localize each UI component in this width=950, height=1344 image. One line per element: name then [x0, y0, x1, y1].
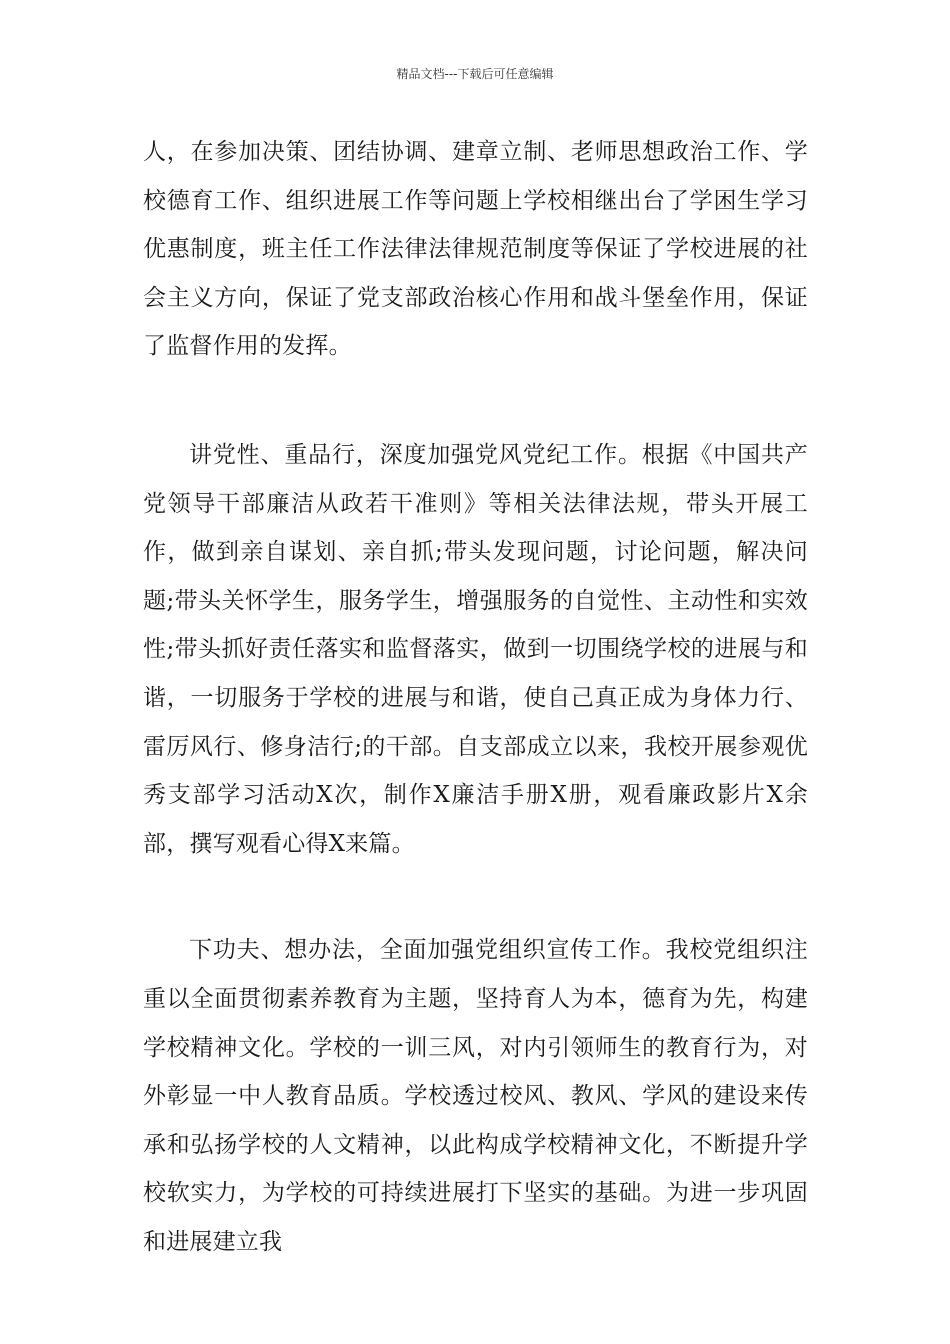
paragraph-3: 下功夫、想办法，全面加强党组织宣传工作。我校党组织注重以全面贯彻素养教育为主题，坚持育人为本，德育为先，构建学校精神文化。学校的一训三风，对内引领师生的教育行为，对外彰显一中人教育品质。学校透过校风、教风、学风的建设来传承和弘扬学校的人文精神，以此构成学校精神文化，不断提升学校软实力，为学校的可持续进展打下坚实的基础。为进一步巩固和进展建立我 [143, 937, 808, 1255]
paragraph-gap [143, 868, 808, 926]
paragraph-2: 讲党性、重品行，深度加强党风党纪工作。根据《中国共产党领导干部廉洁从政若干准则》等相关法律法规，带头开展工作，做到亲自谋划、亲自抓;带头发现问题，讨论问题，解决问题;带头关怀学生，服务学生，增强服务的自觉性、主动性和实效性;带头抓好责任落实和监督落实，做到一切围绕学校的进展与和谐，一切服务于学校的进展与和谐，使自己真正成为身体力行、雷厉风行、修身洁行;的干部。自支部成立以来，我校开展参观优秀支部学习活动X次，制作X廉洁手册X册，观看廉政影片X余部，撰写观看心得X来篇。 [143, 441, 808, 857]
document-body [143, 128, 808, 1266]
paragraph-1: 人，在参加决策、团结协调、建章立制、老师思想政治工作、学校德育工作、组织进展工作等问题上学校相继出台了学困生学习优惠制度，班主任工作法律法律规范制度等保证了学校进展的社会主义方向，保证了党支部政治核心作用和战斗堡垒作用，保证了监督作用的发挥。 [143, 139, 808, 360]
paragraph-gap [143, 371, 808, 431]
page-header: 精品文档---下载后可任意编辑 [396, 67, 554, 81]
